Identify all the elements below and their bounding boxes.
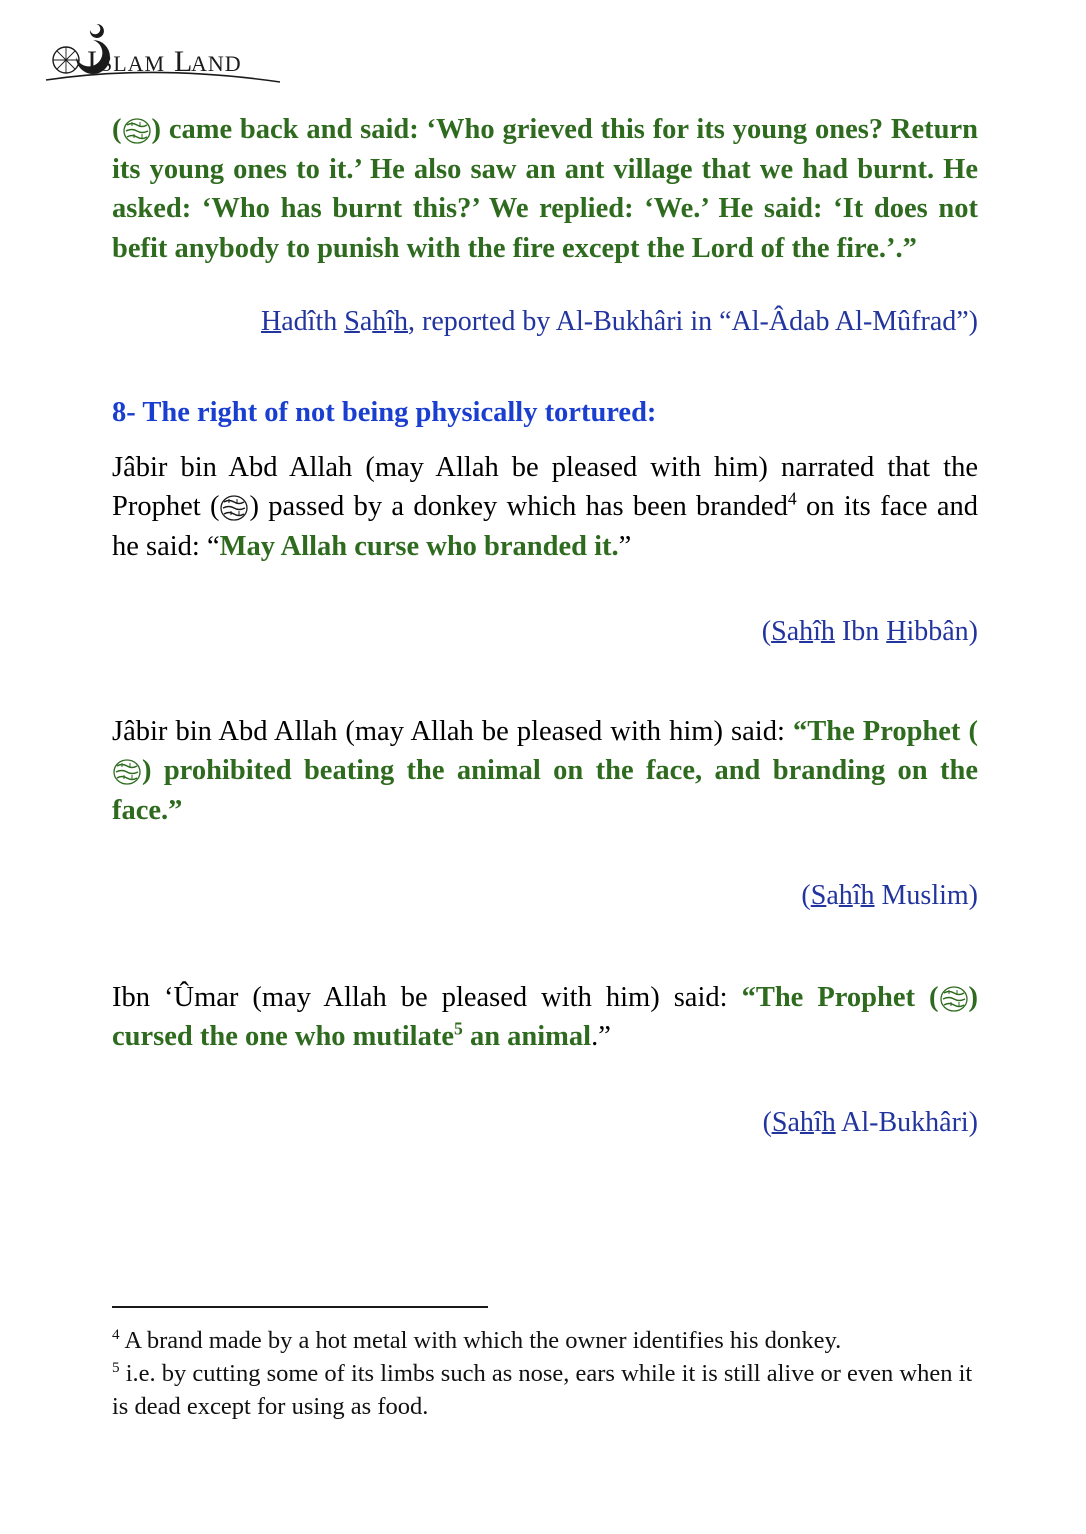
paragraph-ibn-umar-mutilation xyxy=(112,978,978,1057)
footnote-ref-4[interactable]: 4 xyxy=(787,488,797,509)
svg-text:I: I xyxy=(87,45,98,78)
quote-close-3: .” xyxy=(591,1021,611,1052)
paragraph-hadith-continuation xyxy=(112,110,978,268)
quote-prohibited-beating-rest: ) prohibited beating the animal on the face, and branding on the face.” xyxy=(112,755,978,826)
quote-prohibited-beating-open: “The Prophet ( xyxy=(792,715,978,747)
paren-open: ( xyxy=(112,114,122,145)
paragraph-jabir-prohibited-beating xyxy=(112,712,978,831)
document-body xyxy=(112,110,978,1142)
paragraph-jabir-branded-donkey xyxy=(112,448,978,567)
pbuh-calligraphy-icon xyxy=(939,986,969,1012)
jabir-2-lead: Jâbir bin Abd Allah (may Allah be pleased with him) said: xyxy=(112,715,793,747)
svg-text:SLAM: SLAM xyxy=(100,51,166,76)
pbuh-calligraphy-icon xyxy=(122,118,152,144)
jabir-1-lead: Jâbir bin Abd Allah (may Allah be pleased with him) narrated that the Prophet ( xyxy=(112,451,978,522)
svg-text:L: L xyxy=(174,45,193,78)
small-crescent-icon xyxy=(90,24,104,38)
section-heading-8: 8- The right of not being physically tortured: xyxy=(112,396,657,428)
citation-adab-al-mufrad: Hadîth Sahîh, reported by Al-Bukhâri in “Al-Âdab Al-Mûfrad”) xyxy=(261,306,978,337)
citation-sahih-muslim: (Sahîh Muslim) xyxy=(801,880,978,911)
footnote-separator-rule xyxy=(112,1306,488,1308)
footnote-item-5 xyxy=(112,1357,978,1423)
quote-close-1: ” xyxy=(618,530,632,562)
quote-cursed-mutilator-rest: ) cursed the one who mutilate xyxy=(112,981,978,1052)
footnote-number-5: 5 xyxy=(112,1358,120,1376)
footnote-number-4: 4 xyxy=(112,1325,120,1343)
footnote-text-4: A brand made by a hot metal with which the owner identifies his donkey. xyxy=(119,1327,842,1354)
footnote-item-4 xyxy=(112,1324,978,1357)
islam-land-logo xyxy=(34,24,294,86)
quote-may-allah-curse: May Allah curse who branded it. xyxy=(219,530,619,562)
footnote-text-5: i.e. by cutting some of its limbs such as nose, ears while it is still alive or even when it is dead except for using as food. xyxy=(112,1360,973,1420)
logo-artwork xyxy=(34,24,294,86)
citation-sahih-al-bukhari: (Sahîh Al-Bukhâri) xyxy=(762,1106,978,1138)
footnote-ref-5[interactable]: 5 xyxy=(453,1018,463,1039)
quote-cursed-mutilator-open: “The Prophet ( xyxy=(741,981,939,1013)
pbuh-calligraphy-icon xyxy=(219,495,249,521)
umar-lead: Ibn ‘Ûmar (may Allah be pleased with him) said: xyxy=(112,981,742,1013)
jabir-1-after-glyph: ) passed by a donkey which has been branded xyxy=(249,491,788,522)
footnotes-section xyxy=(112,1306,978,1423)
jabir-1-mid: on its face and he said: “ xyxy=(112,491,978,562)
hadith-text: ) came back and said: ‘Who grieved this for its young ones? Return its young ones to it.’ He also saw an ant village that we had burnt. He asked: ‘Who has burnt this?’ We replied: ‘We.’ He said: ‘It does not befit anybody to punish with the fire except the Lord of the fire.’.” xyxy=(112,114,978,264)
quote-cursed-mutilator-tail: an animal xyxy=(462,1021,592,1052)
svg-text:AND: AND xyxy=(191,51,242,76)
pbuh-calligraphy-icon xyxy=(112,759,142,785)
citation-ibn-hibban: (Sahîh Ibn Hibbân) xyxy=(761,616,978,647)
